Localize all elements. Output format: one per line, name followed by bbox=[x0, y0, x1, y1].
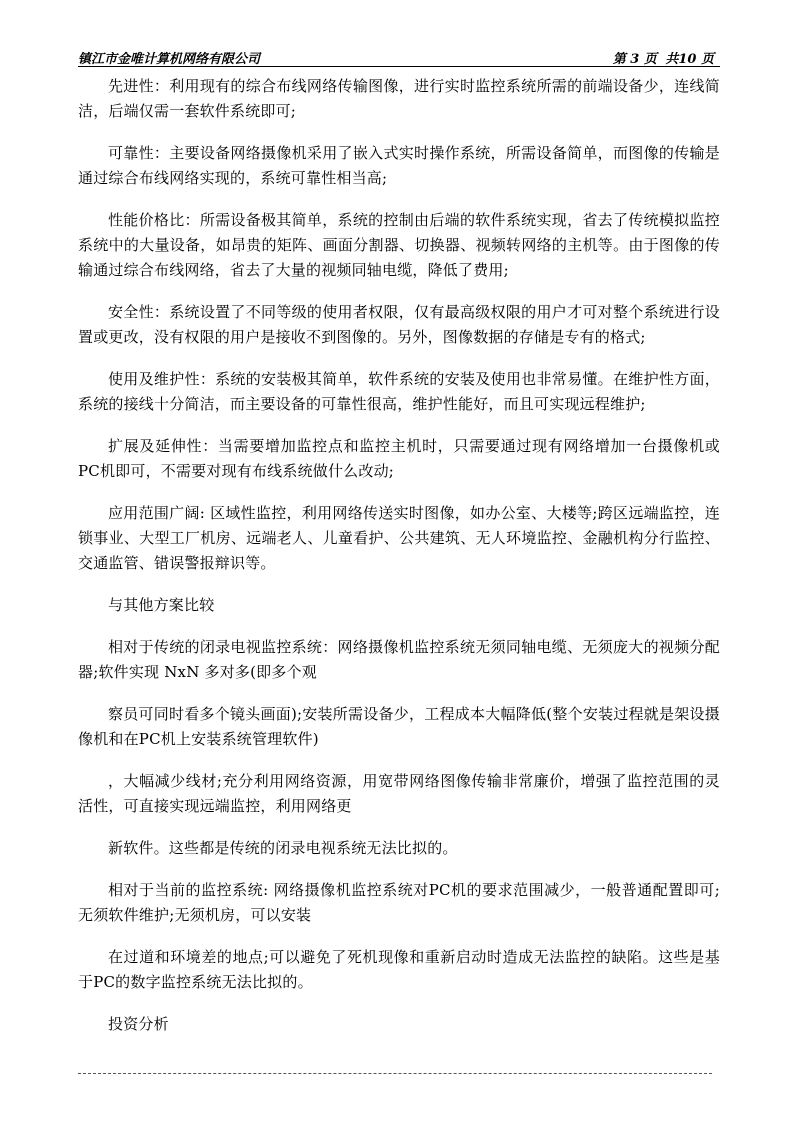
paragraph-comparison-current-2: 在过道和环境差的地点;可以避免了死机现像和重新启动时造成无法监控的缺陷。这些是基于PC的数字监控系统无法比拟的。 bbox=[78, 948, 720, 991]
paragraph-maintenance: 使用及维护性：系统的安装极其简单，软件系统的安装及使用也非常易懂。在维护性方面，系统的接线十分简洁，而主要设备的可靠性很高，维护性能好，而且可实现远程维护; bbox=[78, 370, 720, 413]
section-heading-comparison: 与其他方案比较 bbox=[108, 596, 215, 614]
paragraph-cost-performance: 性能价格比：所需设备极其简单，系统的控制由后端的软件系统实现，省去了传统模拟监控系统中的大量设备，如昂贵的矩阵、画面分割器、切换器、视频转网络的主机等。由于图像的传输通过综合布线网络，省去了大量的视频同轴电缆，降低了费用; bbox=[78, 211, 720, 279]
company-name: 镇江市金唯计算机网络有限公司 bbox=[78, 52, 261, 67]
paragraph-application-range: 应用范围广阔: 区域性监控，利用网络传送实时图像，如办公室、大楼等;跨区远端监控，连锁事业、大型工厂机房、远端老人、儿童看护、公共建筑、无人环境监控、金融机构分行监控、交通监管、错误警报辩识等。 bbox=[78, 504, 720, 572]
paragraph-security: 安全性：系统设置了不同等级的使用者权限，仅有最高级权限的用户才可对整个系统进行设置或更改，没有权限的用户是接收不到图像的。另外，图像数据的存储是专有的格式; bbox=[78, 303, 720, 346]
section-heading-investment: 投资分析 bbox=[108, 1015, 169, 1033]
page-current: 第 3 页 bbox=[612, 52, 657, 67]
paragraph-comparison-cctv-1: 相对于传统的闭录电视监控系统：网络摄像机监控系统无须同轴电缆、无须庞大的视频分配器;软件实现 NxN 多对多(即多个观 bbox=[78, 638, 720, 681]
page-number bbox=[609, 48, 714, 67]
paragraph-comparison-cctv-4: 新软件。这些都是传统的闭录电视系统无法比拟的。 bbox=[108, 839, 458, 857]
document-body bbox=[78, 74, 720, 1054]
paragraph-comparison-cctv-3: ，大幅减少线材;充分利用网络资源，用宽带网络图像传输非常廉价，增强了监控范围的灵活性，可直接实现远端监控，利用网络更 bbox=[78, 772, 720, 815]
page-header bbox=[78, 46, 720, 67]
page-total: 共10 页 bbox=[665, 52, 714, 67]
paragraph-reliability: 可靠性：主要设备网络摄像机采用了嵌入式实时操作系统，所需设备简单，而图像的传输是通过综合布线网络实现的，系统可靠性相当高; bbox=[78, 144, 720, 187]
paragraph-comparison-current-1: 相对于当前的监控系统: 网络摄像机监控系统对PC机的要求范围减少，一般普通配置即可;无须软件维护;无须机房，可以安装 bbox=[78, 881, 720, 924]
paragraph-comparison-cctv-2: 察员可同时看多个镜头画面);安装所需设备少，工程成本大幅降低(整个安装过程就是架设摄像机和在PC机上安装系统管理软件) bbox=[78, 705, 720, 748]
footer-divider bbox=[78, 1073, 712, 1074]
paragraph-advancement: 先进性：利用现有的综合布线网络传输图像，进行实时监控系统所需的前端设备少，连线简洁，后端仅需一套软件系统即可; bbox=[78, 77, 720, 120]
paragraph-extensibility: 扩展及延伸性：当需要增加监控点和监控主机时，只需要通过现有网络增加一台摄像机或PC机即可，不需要对现有布线系统做什么改动; bbox=[78, 437, 720, 480]
